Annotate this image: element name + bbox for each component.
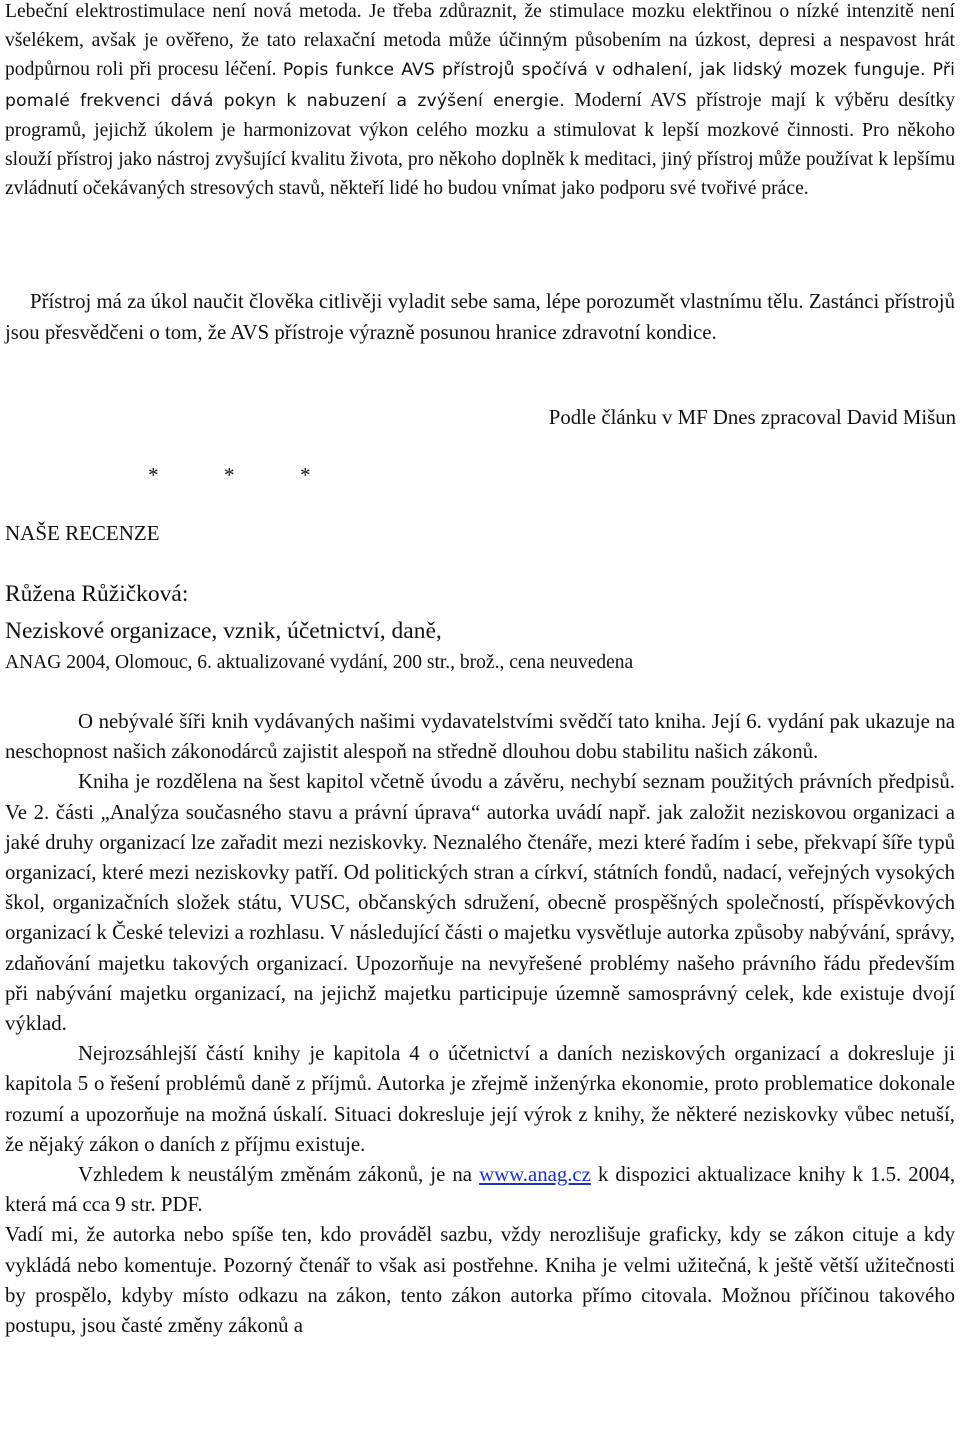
anag-link[interactable]: www.anag.cz [479,1163,591,1187]
book-publication-info: ANAG 2004, Olomouc, 6. aktualizované vydání, 200 str., brož., cena neuvedena [5,652,634,673]
review-paragraph-1: O nebývalé šíři knih vydávaných našimi vydavatelstvími svědčí tato kniha. Její 6. vydání pak ukazuje na neschopnost našich zákonodárců zajistit alespoň na středně dlouhou dobu stabilitu našich zákonů. [5,710,955,764]
article-sentence-3: Moderní AVS přístroje mají k výběru desítky programů, jejichž úkolem je harmonizovat výkon celého mozku a stimulovat k lepší mozkové činnosti. [5,89,955,141]
review-paragraph-2: Kniha je rozdělena na šest kapitol včetně úvodu a závěru, nechybí seznam použitých právních předpisů. Ve 2. části „Analýza současného stavu a právní úprava“ autorka uvádí např. jak založit neziskovou organizaci a jaké druhy organizací lze zařadit mezi neziskovky. Neznalého čtenáře, mezi které řadím i sebe, překvapí šíře typů organizací, které mezi neziskovky patří. Od politických stran a církví, státních fondů, nadací, veřejných vysokých škol, organizačních složek státu, VUSC, občanských sdružení, obecně prospěšných společností, příspěvkových organizací k České televizi a rozhlasu. V následující části o majetku vysvětluje autorka způsoby nabývání, správy, zdaňování majetku takových organizací. Upozorňuje na nevyřešené problémy našeho právního řádu především při nabývání majetku organizací, na jejichž majetku participuje územně samosprávný celek, kde existuje dvojí výklad. [5,770,955,1036]
section-separator [148,460,376,490]
review-paragraph-4-end: k dispozici aktualizace knihy k 1.5. 2004, která má cca 9 str. PDF. [5,1163,956,1217]
article-paragraph-2: Přístroj má za úkol naučit člověka citlivěji vyladit sebe sama, lépe porozumět vlastnímu tělu. Zastánci přístrojů jsou přesvědčeni o tom, že AVS přístroje výrazně posunou hranice zdravotní kondice. [5,290,955,344]
review-paragraph-3: Nejrozsáhlejší částí knihy je kapitola 4 o účetnictví a daních neziskových organizací a dokresluje ji kapitola 5 o řešení problémů daně z příjmů. Autorka je zřejmě inženýrka ekonomie, proto problematice dokonale rozumí a upozorňuje na možná úskalí. Situaci dokresluje její výrok z knihy, že některé neziskovky vůbec netuší, že nějaký zákon o daních z příjmu existuje. [5,1042,955,1156]
book-author: Růžena Růžičková: [5,581,189,607]
article-sentence-4: Pro někoho slouží přístroj jako nástroj zvyšující kvalitu života, pro někoho doplněk k meditaci, jiný přístroj může používat k lepšímu zvládnutí očekávaných stresových stavů, někteří lidé ho budou vnímat jako podporu své tvořivé práce. [5,119,955,200]
separator-star: * [148,463,159,487]
separator-star: * [300,463,311,487]
review-paragraph-4-start: Vzhledem k neustálým změnám zákonů, je na [78,1163,472,1187]
article-paragraph-1 [5,0,955,203]
review-paragraph-5: Vadí mi, že autorka nebo spíše ten, kdo prováděl sazbu, vždy nerozlišuje graficky, kdy se zákon cituje a kdy vykládá nebo komentuje. Pozorný čtenář to však asi postřehne. Kniha je velmi užitečná, k ještě větší užitečnosti by prospělo, kdyby místo odkazu na zákon, tento zákon autorka přímo citovala. Možnou příčinou takového postupu, jsou časté změny zákonů a [5,1223,955,1338]
article-source: Podle článku v MF Dnes zpracoval David Mišun [548,406,956,429]
section-heading: NAŠE RECENZE [5,521,160,545]
article-sentence-1: Lebeční elektrostimulace není nová metoda. Je třeba zdůraznit, že stimulace mozku elektřinou o nízké intenzitě není všelékem, avšak je ověřeno, že tato relaxační metoda může účinným působením na úzkost, depresi a nespavost hrát podpůrnou roli při procesu léčení. [5,1,955,81]
book-title: Neziskové organizace, vznik, účetnictví, daně, [5,618,442,644]
review-body [5,707,955,1341]
article-sentence-2: Popis funkce AVS přístrojů spočívá v odhalení, jak lidský mozek funguje. Při pomalé frekvenci dává pokyn k nabuzení a zvýšení energie. [5,60,956,111]
separator-star: * [224,463,235,487]
